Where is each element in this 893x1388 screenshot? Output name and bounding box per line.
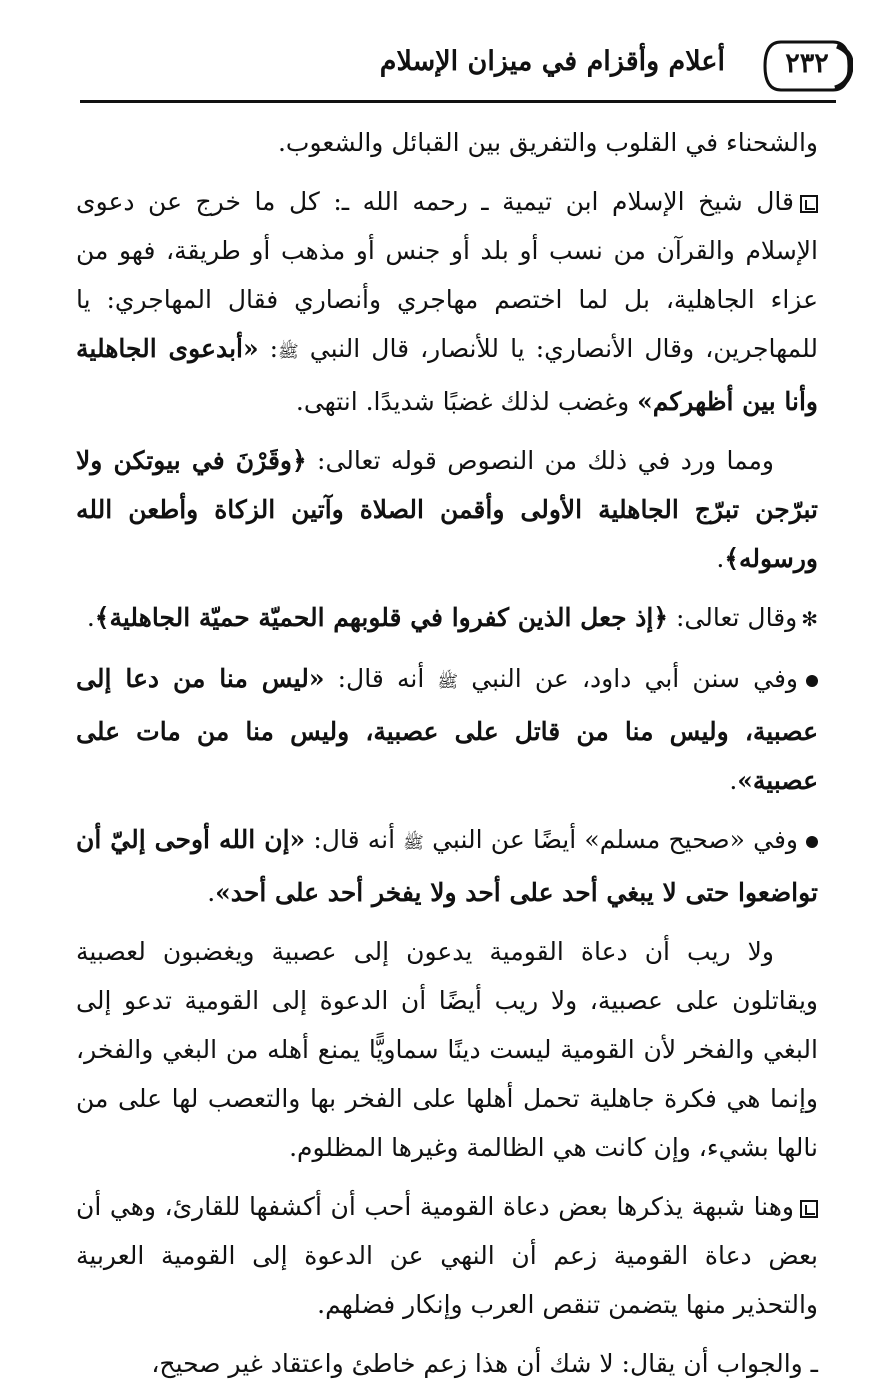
section-mark-icon: [800, 1200, 818, 1218]
paragraph-3-text: ومما ورد في ذلك من النصوص قوله تعالى:: [306, 446, 774, 475]
paragraph-6: [76, 815, 818, 917]
salawat-glyph: ﷺ: [278, 342, 299, 362]
hadith-quote: «ليس منا من دعا إلى عصبية، وليس منا من قاتل على عصبية، وليس منا من مات على عصبية»: [76, 664, 818, 795]
salawat-glyph: ﷺ: [437, 672, 458, 692]
paragraph-5: [76, 654, 818, 805]
paragraph-5-mid: أنه قال:: [324, 664, 438, 693]
paragraph-3-end: .: [716, 544, 725, 573]
paragraph-4: [76, 593, 818, 644]
paragraph-2-text: قال شيخ الإسلام ابن تيمية ـ رحمه الله ـ: كل ما خرج عن دعوى الإسلام والقرآن من نسب أو بلد أو جنس أو مذهب أو طريقة، فهو من عزاء الجاهلية، بل لما اختصم مهاجري وأنصاري فقال المهاجري: يا للمهاجرين، وقال الأنصاري: يا للأنصار، قال النبي: [76, 187, 819, 363]
paragraph-3: [76, 436, 818, 583]
page-number-badge: [761, 38, 853, 94]
bullet-icon: [806, 675, 818, 687]
paragraph-6-end: .: [207, 878, 216, 907]
paragraph-7: [76, 927, 818, 1172]
hadith-quote: «إن الله أوحى إليّ أن تواضعوا حتى لا يبغي أحد على أحد ولا يفخر أحد على أحد»: [76, 825, 818, 907]
running-title: أعلام وأقزام في ميزان الإسلام: [379, 46, 725, 77]
paragraph-2-end: وغضب لذلك غضبًا شديدًا. انتهى.: [295, 387, 638, 416]
paragraph-5-text: وفي سنن أبي داود، عن النبي: [471, 664, 798, 693]
header-rule: [80, 100, 836, 103]
paragraph-4-end: .: [86, 603, 95, 632]
paragraph-2: [76, 177, 818, 426]
paragraph-8: [76, 1182, 818, 1329]
quran-ayah: ﴿وقَرْنَ في بيوتكن ولا تبرّجن تبرّج الجاهلية الأولى وأقمن الصلاة وآتين الزكاة وأطعن الله ورسوله﴾: [76, 446, 818, 573]
paragraph-6-mid: أنه قال:: [305, 825, 404, 854]
section-mark-icon: [800, 195, 818, 213]
paragraph-5-end: .: [729, 766, 738, 795]
paragraph-9-text: ـ والجواب أن يقال: لا شك أن هذا زعم خاطئ واعتقاد غير صحيح،: [151, 1349, 818, 1378]
paragraph-7-text: ولا ريب أن دعاة القومية يدعون إلى عصبية ويغضبون لعصبية ويقاتلون على عصبية، ولا ريب أيضًا أن الدعوة إلى القومية تدعو إلى البغي والفخر لأن القومية ليست دينًا سماويًّا يمنع أهله من البغي والفخر، وإنما هي فكرة جاهلية تحمل أهلها على الفخر بها والتعصب لها على من نالها بشيء، وإن كانت هي الظالمة وغيرها المظلوم.: [76, 937, 818, 1162]
quran-ayah: ﴿إذ جعل الذين كفروا في قلوبهم الحميّة حميّة الجاهلية﴾: [94, 603, 669, 632]
paragraph-6-text: وفي «صحيح مسلم» أيضًا عن النبي: [432, 825, 798, 854]
paragraph-4-text: وقال تعالى:: [668, 603, 798, 632]
bullet-icon: [806, 836, 818, 848]
paragraph-9: [76, 1339, 818, 1388]
hadith-quote: «أبدعوى الجاهلية وأنا بين أظهركم»: [76, 334, 818, 416]
paragraph-8-text: وهنا شبهة يذكرها بعض دعاة القومية أحب أن أكشفها للقارئ، وهي أن بعض دعاة القومية زعم أن النهي عن الدعوة إلى القومية العربية والتحذير منها يتضمن تنقص العرب وإنكار فضلهم.: [76, 1192, 818, 1319]
salawat-glyph: ﷺ: [403, 833, 424, 853]
page-body: [76, 118, 818, 1388]
page-number: ٢٣٢: [785, 48, 829, 79]
paragraph-1: [76, 118, 818, 167]
page-header: [80, 38, 853, 100]
paragraph-1-text: والشحناء في القلوب والتفريق بين القبائل والشعوب.: [277, 128, 818, 157]
asterisk-icon: ✻: [801, 607, 818, 631]
paragraph-2-colon: :: [258, 334, 279, 363]
